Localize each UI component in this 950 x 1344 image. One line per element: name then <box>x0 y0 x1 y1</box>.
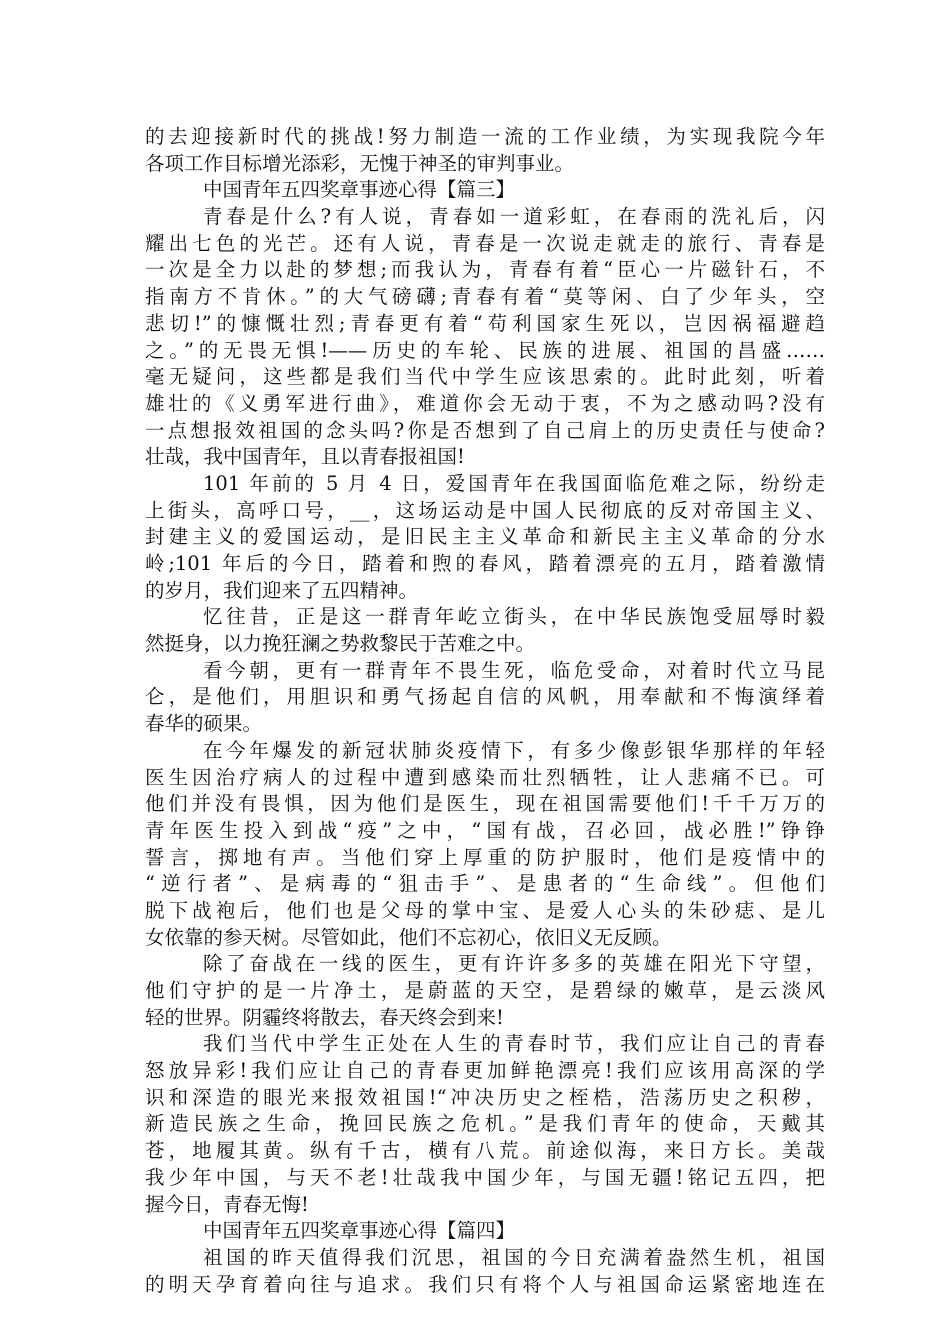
text-line: 仑，是他们，用胆识和勇气扬起自信的风帆，用奉献和不悔演绎着 <box>145 685 825 709</box>
text-line: 识和深造的眼光来报效祖国!“冲决历史之桎梏，浩荡历史之积秽， <box>145 1085 825 1109</box>
text-line: 怒放异彩!我们应让自己的青春更加鲜艳漂亮!我们应该用高深的学 <box>145 1059 825 1083</box>
text-line: 女依靠的参天树。尽管如此，他们不忘初心，依旧义无反顾。 <box>145 925 672 949</box>
document-page <box>145 124 825 1298</box>
text-line: 一点想报效祖国的念头吗?你是否想到了自己肩上的历史责任与使命? <box>145 418 825 442</box>
text-line: 青春是什么?有人说，青春如一道彩虹，在春雨的洗礼后，闪 <box>203 205 825 229</box>
text-line: 的岁月，我们迎来了五四精神。 <box>145 578 419 602</box>
text-line: 毫无疑问，这些都是我们当代中学生应该思索的。此时此刻，听着 <box>145 365 825 389</box>
text-line: 握今日，青春无悔! <box>145 1192 309 1216</box>
text-line: 新造民族之生命，挽回民族之危机。”是我们青年的使命，天戴其 <box>145 1112 825 1136</box>
text-line: 悲切!”的慷慨壮烈;青春更有着“苟利国家生死以，岂因祸福避趋 <box>145 311 825 335</box>
text-line: 苍，地履其黄。纵有千古，横有八荒。前途似海，来日方长。美哉 <box>145 1139 825 1163</box>
text-line: 他们并没有畏惧，因为他们是医生，现在祖国需要他们!千千万万的 <box>145 792 825 816</box>
text-line: 各项工作目标增光添彩，无愧于神圣的审判事业。 <box>145 151 575 175</box>
text-line: 上街头，高呼口号，__，这场运动是中国人民彻底的反对帝国主义、 <box>145 498 825 522</box>
text-line: 耀出七色的光芒。还有人说，青春是一次说走就走的旅行、青春是 <box>145 231 825 255</box>
text-line: 他们守护的是一片净土，是蔚蓝的天空，是碧绿的嫩草，是云淡风 <box>145 979 825 1002</box>
text-line: 的去迎接新时代的挑战!努力制造一流的工作业绩，为实现我院今年 <box>145 125 825 148</box>
text-line: 忆往昔，正是这一群青年屹立街头，在中华民族饱受屈辱时毅 <box>203 605 825 629</box>
text-line: 一次是全力以赴的梦想;而我认为，青春有着“臣心一片磁针石，不 <box>145 258 825 282</box>
text-line: 岭;101 年后的今日，踏着和煦的春风，踏着漂亮的五月，踏着激情 <box>145 552 825 575</box>
text-line: 中国青年五四奖章事迹心得【篇三】 <box>203 178 516 202</box>
text-line: 之。”的无畏无惧!——历史的车轮、民族的进展、祖国的昌盛…… <box>145 338 825 362</box>
text-line: 壮哉，我中国青年，且以青春报祖国! <box>145 445 465 469</box>
text-line: 除了奋战在一线的医生，更有许许多多的英雄在阳光下守望， <box>203 952 825 976</box>
text-line: 的明天孕育着向往与追求。我们只有将个人与祖国命运紧密地连在 <box>145 1272 825 1296</box>
text-line: 祖国的昨天值得我们沉思，祖国的今日充满着盎然生机，祖国 <box>203 1245 825 1269</box>
text-line: 春华的硕果。 <box>145 712 263 736</box>
text-line: 誓言，掷地有声。当他们穿上厚重的防护服时，他们是疫情中的 <box>145 845 825 869</box>
text-line: 然挺身，以力挽狂澜之势救黎民于苦难之中。 <box>145 632 536 656</box>
text-line: “逆行者”、是病毒的“狙击手”、是患者的“生命线”。但他们 <box>145 872 825 896</box>
text-line: 医生因治疗病人的过程中遭到感染而壮烈牺牲，让人悲痛不已。可 <box>145 765 825 789</box>
text-line: 我少年中国，与天不老!壮哉我中国少年，与国无疆!铭记五四，把 <box>145 1165 825 1189</box>
text-line: 封建主义的爱国运动，是旧民主主义革命和新民主主义革命的分水 <box>145 525 825 549</box>
text-line: 在今年爆发的新冠状肺炎疫情下，有多少像彭银华那样的年轻 <box>203 738 825 762</box>
text-line: 指南方不肯休。”的大气磅礴;青春有着“莫等闲、白了少年头，空 <box>145 285 825 309</box>
text-line: 轻的世界。阴霾终将散去，春天终会到来! <box>145 1005 504 1029</box>
text-line: 看今朝，更有一群青年不畏生死，临危受命，对着时代立马昆 <box>203 658 825 682</box>
text-line: 雄壮的《义勇军进行曲》，难道你会无动于衷，不为之感动吗?没有 <box>145 391 825 415</box>
text-line: 中国青年五四奖章事迹心得【篇四】 <box>203 1219 516 1243</box>
text-line: 青年医生投入到战“疫”之中，“国有战，召必回，战必胜!”铮铮 <box>145 818 825 842</box>
text-line: 101 年前的 5 月 4 日，爱国青年在我国面临危难之际，纷纷走 <box>203 471 825 495</box>
text-line: 脱下战袍后，他们也是父母的掌中宝、是爱人心头的朱砂痣、是儿 <box>145 898 825 922</box>
text-line: 我们当代中学生正处在人生的青春时节，我们应让自己的青春 <box>203 1032 825 1056</box>
